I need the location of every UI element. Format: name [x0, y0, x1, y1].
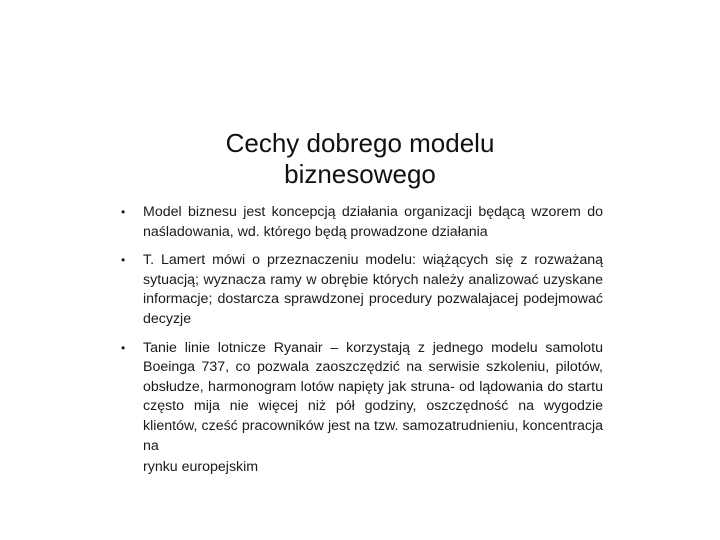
- bullet-marker: •: [121, 340, 126, 355]
- bullet-text: Model biznesu jest koncepcją działania organizacji będącą wzorem do naśladowania, wd. którego będą prowadzone działania: [143, 204, 603, 240]
- bullet-item-lamert: [121, 251, 603, 329]
- bullet-list: [121, 203, 603, 478]
- bullet-item-ryanair: [121, 339, 603, 478]
- bullet-marker: •: [121, 205, 126, 219]
- bullet-text-tail: rynku europejskim: [143, 459, 259, 476]
- bullet-text: Tanie linie lotnicze Ryanair – korzystają z jednego modelu samolotu Boeinga 737, co pozwala zaoszczędzić na serwisie szkoleniu, pilotów, obsłudze, harmonogram lotów napięty jak struna- od lądowania do startu często mija nie więcej niż pół godziny, oszczędność na wygodzie klientów, cześć pracowników jest na tzw. samozatrudnieniu, koncentracja na: [143, 339, 603, 454]
- slide-title: [140, 128, 580, 190]
- slide-title-line-1: Cechy dobrego modelu: [225, 128, 495, 158]
- bullet-marker: •: [121, 253, 126, 268]
- bullet-item-business-model: [121, 203, 603, 242]
- bullet-text: T. Lamert mówi o przeznaczeniu modelu: wiążących się z rozważaną sytuacją; wyznacza ramy w obrębie których należy analizować uzyskane informacje; dostarcza sprawdzonej procedury pozwalajacej podejmować decyzje: [143, 252, 603, 327]
- slide-title-line-2: biznesowego: [284, 159, 436, 189]
